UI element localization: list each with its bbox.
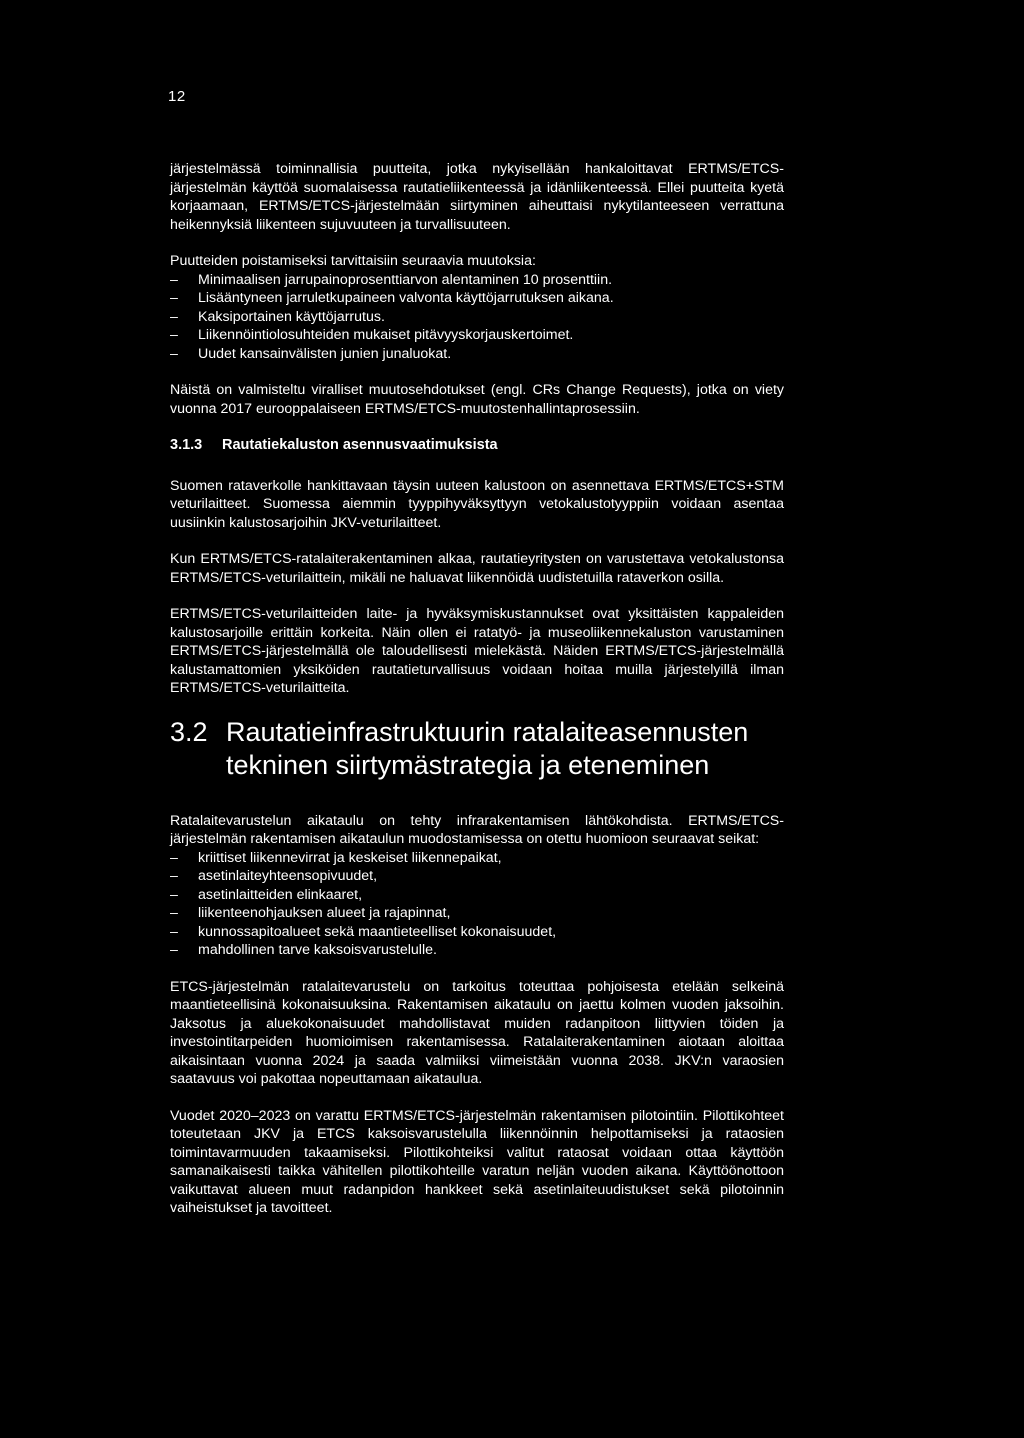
change-list (170, 271, 784, 364)
considerations-list (170, 849, 784, 960)
paragraph: Suomen rataverkolle hankittavaan täysin uuteen kalustoon on asennettava ERTMS/ETCS+STM veturilaitteet. Suomessa aiemmin tyyppihyväksyttyyn vetokalustotyyppiin voidaan asentaa uusiinkin kalustosarjoihin JKV-veturilaitteet. (170, 477, 784, 531)
list-item: – asetinlaiteyhteensopivuudet, (170, 867, 784, 886)
list-item: – Lisääntyneen jarruletkupaineen valvonta käyttöjarrutuksen aikana. (170, 289, 784, 308)
section-number: 3.1.3 (170, 437, 203, 453)
paragraph: Vuodet 2020–2023 on varattu ERTMS/ETCS-järjestelmän rakentamisen pilotointiin. Pilottikohteet toteutetaan JKV ja ETCS kaksoisvarustelulla liikennöinnin helpottamiseksi ja rataosien toimintavarmuuden takaamiseksi. Pilottikohteiksi valitut rataosat voidaan ottaa käyttöön samanaikaisesti taikka vähitellen pilottikohteille varatun neljän vuoden aikana. Käyttöönottoon vaikuttavat alueen muut radanpidon hankkeet sekä asetinlaiteuudistukset sekä pilotoinnin vaiheistukset ja tavoitteet. (170, 1107, 784, 1216)
paragraph: järjestelmässä toiminnallisia puutteita, jotka nykyisellään hankaloittavat ERTMS/ETCS-järjestelmän käyttöä suomalaisessa rautatieliikenteessä ja idänliikenteessä. Ellei puutteita kyetä korjaamaan, ERTMS/ETCS-järjestelmään siirtyminen aiheuttaisi nykytilanteeseen verrattuna heikennyksiä liikenteen sujuvuuteen ja turvallisuuteen. (170, 161, 784, 233)
section-title: Rautatiekaluston asennusvaatimuksista (222, 437, 498, 453)
list-item: – Liikennöintiolosuhteiden mukaiset pitävyyskorjauskertoimet. (170, 326, 784, 345)
section-title-line2: tekninen siirtymästrategia ja eteneminen (226, 749, 710, 780)
paragraph: ETCS-järjestelmän ratalaitevarustelu on tarkoitus toteuttaa pohjoisesta etelään selkeinä maantieteellisinä kokonaisuuksina. Rakentamisen aikataulu on jaettu kolmen vuoden jaksoihin. Jaksotus ja aluekokonaisuudet mahdollistavat muiden radanpitoon liittyvien töiden ja investointitarpeiden huomioimisen rakentamisessa. Ratalaiterakentaminen aiotaan aloittaa aikaisintaan vuonna 2024 ja saada valmiiksi viimeistään vuonna 2038. JKV:n varaosien saatavuus voi pakottaa nopeuttamaan aikataulua. (170, 978, 784, 1087)
document-body (170, 160, 784, 1218)
list-intro: Puutteiden poistamiseksi tarvittaisiin seuraavia muutoksia: (170, 253, 536, 269)
list-item: – Minimaalisen jarrupainoprosenttiarvon alentaminen 10 prosenttiin. (170, 271, 784, 290)
section-number: 3.2 (170, 716, 208, 747)
paragraph: Näistä on valmisteltu viralliset muutosehdotukset (engl. CRs Change Requests), jotka on viety vuonna 2017 eurooppalaiseen ERTMS/ETCS-muutostenhallintaprosessiin. (170, 382, 784, 417)
section-title-line1: Rautatieinfrastruktuurin ratalaiteasennusten (226, 716, 749, 747)
paragraph: ERTMS/ETCS-veturilaitteiden laite- ja hyväksymiskustannukset ovat yksittäisten kappaleiden kalustosarjoille erittäin korkeita. Näin ollen ei ratatyö- ja museoliikennekaluston varustaminen ERTMS/ETCS-järjestelmällä ole taloudellisesti mielekästä. Näiden ERTMS/ETCS-järjestelmällä kalustamattomien yksiköiden rautatieturvallisuus voidaan hoitaa muilla järjestelyillä ilman ERTMS/ETCS-veturilaitteita. (170, 606, 784, 696)
list-item: – kriittiset liikennevirrat ja keskeiset liikennepaikat, (170, 849, 784, 868)
list-item: – mahdollinen tarve kaksoisvarustelulle. (170, 941, 784, 960)
paragraph: Kun ERTMS/ETCS-ratalaiterakentaminen alkaa, rautatieyritysten on varustettava vetokalustonsa ERTMS/ETCS-veturilaittein, mikäli ne haluavat liikennöidä uudistetuilla rataverkon osilla. (170, 551, 784, 586)
section-heading-3-1-3 (170, 436, 784, 455)
list-item: – Uudet kansainvälisten junien junaluokat. (170, 345, 784, 364)
list-item: – kunnossapitoalueet sekä maantieteelliset kokonaisuudet, (170, 923, 784, 942)
page-number: 12 (168, 88, 186, 105)
list-item: – Kaksiportainen käyttöjarrutus. (170, 308, 784, 327)
list-item: – liikenteenohjauksen alueet ja rajapinnat, (170, 904, 784, 923)
section-heading-3-2 (170, 716, 784, 782)
list-item: – asetinlaitteiden elinkaaret, (170, 886, 784, 905)
list-intro: Ratalaitevarustelun aikataulu on tehty infrarakentamisen lähtökohdista. ERTMS/ETCS-järjestelmän rakentamisen aikataulun muodostamisessa on otettu huomioon seuraavat seikat: (170, 812, 784, 847)
